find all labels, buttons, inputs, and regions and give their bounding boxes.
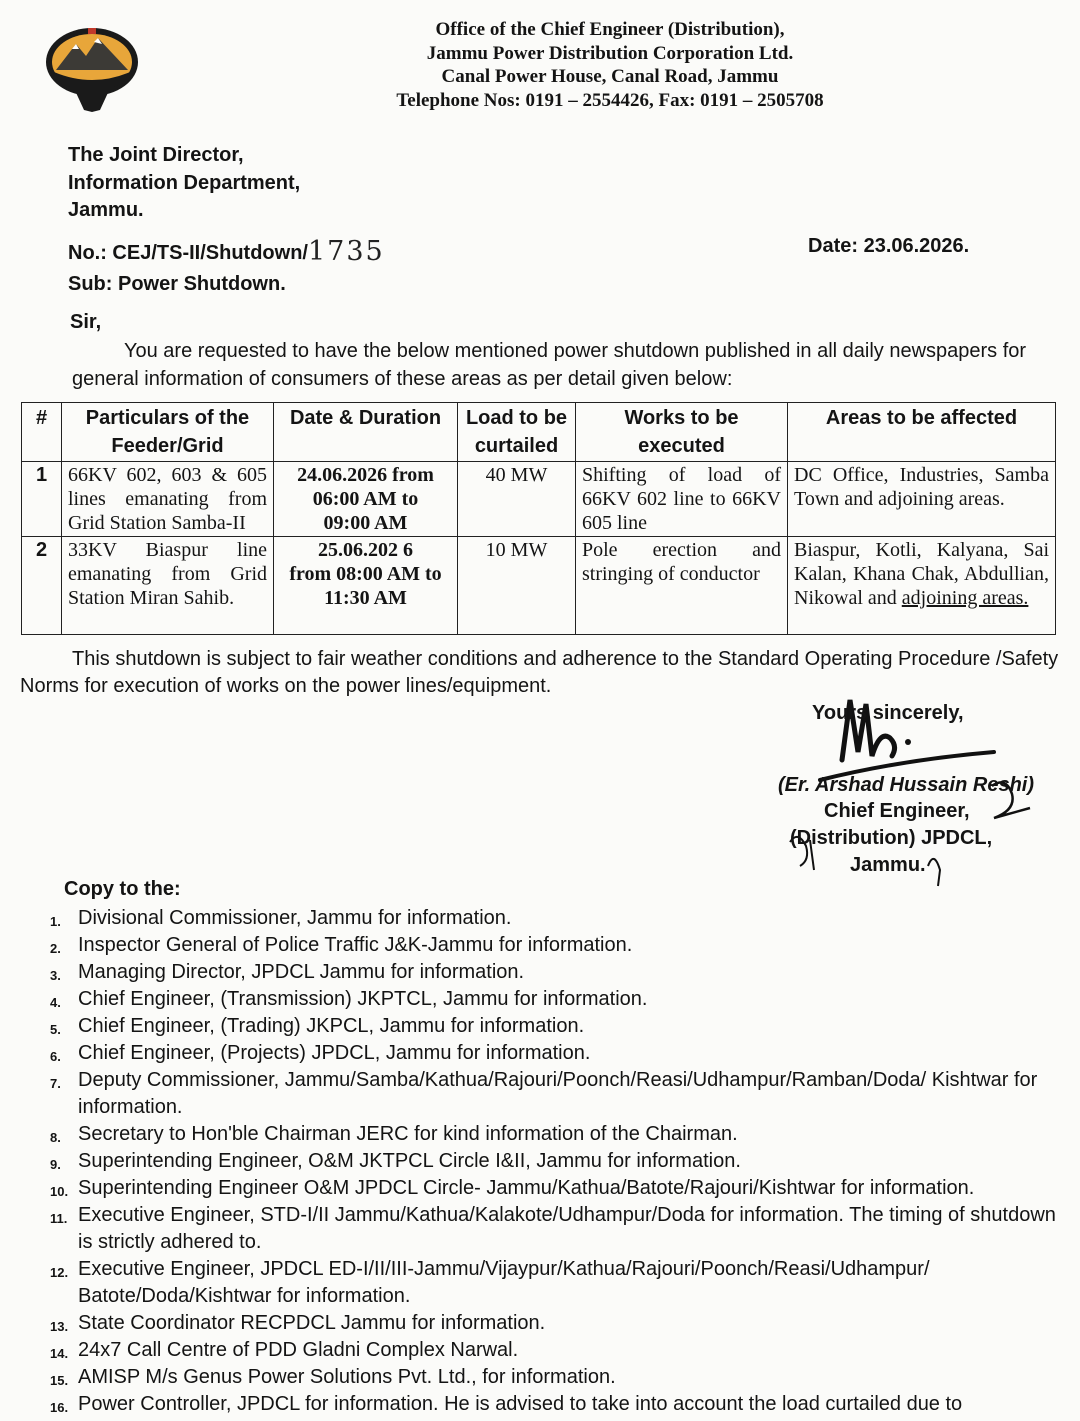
- row-areas: DC Office, Industries, Samba Town and adjoining areas.: [788, 462, 1056, 537]
- closing-paragraph-text: This shutdown is subject to fair weather conditions and adherence to the Standard Operating Procedure /Safety Norms for execution of works on the power lines/equipment.: [20, 648, 1059, 697]
- list-item-number: 10.: [50, 1184, 69, 1199]
- body-paragraph-text: You are requested to have the below mentioned power shutdown published in all daily newspapers for general information of consumers of these areas as per detail given below:: [72, 340, 1027, 390]
- list-item: [50, 1202, 1060, 1256]
- list-item: [50, 959, 1060, 986]
- areas-underlined-text: adjoining areas.: [901, 587, 1029, 609]
- closing-sincerely: Yours sincerely,: [812, 702, 964, 724]
- salutation: Sir,: [70, 311, 102, 333]
- list-item-number: 13.: [50, 1319, 69, 1334]
- list-item-text: 24x7 Call Centre of PDD Gladni Complex Narwal.: [78, 1339, 519, 1361]
- col-header-areas: Areas to be affected: [788, 403, 1056, 462]
- reference-prefix: No.: CEJ/TS-II/Shutdown/: [68, 242, 308, 264]
- row-load: 40 MW: [458, 462, 576, 537]
- list-item-number: 16.: [50, 1400, 69, 1415]
- header-line-4: Telephone Nos: 0191 – 2554426, Fax: 0191 – 2505708: [396, 89, 824, 111]
- list-item: [50, 1175, 1060, 1202]
- duration-line-1: 24.06.2026 from: [297, 464, 434, 486]
- list-item-number: 12.: [50, 1265, 69, 1280]
- col-header-works: Works to be executed: [576, 403, 788, 462]
- header-line-3: Canal Power House, Canal Road, Jammu: [441, 66, 779, 87]
- copy-to-list: [50, 905, 1060, 1418]
- addressee-line-3: Jammu.: [68, 199, 144, 221]
- duration-line-3: 11:30 AM: [324, 587, 407, 609]
- col-header-duration: Date & Duration: [274, 403, 458, 462]
- list-item: [50, 1391, 1060, 1418]
- list-item-text: Superintending Engineer O&M JPDCL Circle- Jammu/Kathua/Batote/Rajouri/Kishtwar for information.: [78, 1177, 975, 1199]
- jpdcl-logo-icon: [42, 22, 142, 114]
- row-load: 10 MW: [458, 537, 576, 635]
- list-item-number: 6.: [50, 1049, 61, 1064]
- signatory-dept: (Distribution) JPDCL,: [790, 827, 993, 849]
- header-line-2: Jammu Power Distribution Corporation Ltd.: [426, 42, 794, 64]
- list-item: [50, 986, 1060, 1013]
- list-item-number: 7.: [50, 1076, 61, 1091]
- list-item: [50, 1013, 1060, 1040]
- row-duration: [274, 462, 458, 537]
- list-item-number: 3.: [50, 968, 61, 983]
- list-item: [50, 1121, 1060, 1148]
- row-works: Shifting of load of 66KV 602 line to 66KV 605 line: [576, 462, 788, 537]
- addressee-block: [68, 142, 300, 225]
- col-header-num: #: [22, 403, 62, 462]
- copy-to-heading: Copy to the:: [64, 878, 181, 900]
- addressee-line-2: Information Department,: [68, 171, 301, 194]
- list-item-number: 14.: [50, 1346, 69, 1361]
- office-header: [330, 18, 890, 112]
- list-item-number: 11.: [50, 1211, 68, 1226]
- row-feeder: 66KV 602, 603 & 605 lines emanating from Grid Station Samba-II: [62, 462, 274, 537]
- reference-number: [68, 235, 385, 266]
- signatory-name: (Er. Arshad Hussain Reshi): [778, 774, 1034, 796]
- list-item: [50, 1148, 1060, 1175]
- table-header-row: [22, 403, 1056, 462]
- table-row: [22, 462, 1056, 537]
- list-item-text: Inspector General of Police Traffic J&K-Jammu for information.: [78, 934, 633, 956]
- list-item: [50, 1337, 1060, 1364]
- list-item-number: 4.: [50, 995, 61, 1010]
- row-feeder: 33KV Biaspur line emanating from Grid Station Miran Sahib.: [62, 537, 274, 635]
- row-num: 1: [22, 462, 62, 537]
- subject-line: Sub: Power Shutdown.: [68, 273, 286, 295]
- duration-line-1: 25.06.202 6: [318, 539, 413, 561]
- header-line-1: Office of the Chief Engineer (Distribution),: [435, 19, 785, 40]
- addressee-line-1: The Joint Director,: [68, 144, 244, 166]
- list-item-number: 2.: [50, 941, 61, 956]
- areas-text: Biaspur, Kotli, Kalyana, Sai Kalan, Khana Chak, Abdullian, Nikowal and: [794, 539, 1049, 609]
- duration-line-2: from 08:00 AM to: [289, 563, 442, 585]
- list-item: [50, 1310, 1060, 1337]
- signatory-title: Chief Engineer,: [824, 800, 970, 822]
- list-item-number: 8.: [50, 1130, 61, 1145]
- list-item-number: 1.: [50, 914, 61, 929]
- duration-line-3: 09:00 AM: [323, 512, 408, 534]
- signatory-place: Jammu.: [850, 854, 926, 876]
- body-paragraph: [72, 337, 1062, 393]
- list-item: [50, 1256, 1060, 1310]
- list-item-number: 15.: [50, 1373, 69, 1388]
- list-item: [50, 1067, 1060, 1121]
- list-item-text: Chief Engineer, (Transmission) JKPTCL, Jammu for information.: [78, 988, 648, 1010]
- list-item-text: Power Controller, JPDCL for information. He is advised to take into account the load curtailed due to: [78, 1393, 963, 1415]
- list-item-text: Secretary to Hon'ble Chairman JERC for kind information of the Chairman.: [78, 1123, 738, 1145]
- letter-date: Date: 23.06.2026.: [808, 235, 970, 257]
- list-item-text: Executive Engineer, JPDCL ED-I/II/III-Jammu/Vijaypur/Kathua/Rajouri/Poonch/Reasi/Udhampur/ Batote/Doda/Kishtwar for information.: [78, 1258, 930, 1307]
- shutdown-table: [21, 402, 1056, 635]
- list-item-text: Divisional Commissioner, Jammu for information.: [78, 907, 512, 929]
- list-item-text: State Coordinator RECPDCL Jammu for information.: [78, 1312, 546, 1334]
- list-item: [50, 1364, 1060, 1391]
- row-num: 2: [22, 537, 62, 635]
- list-item-number: 9.: [50, 1157, 61, 1172]
- list-item: [50, 905, 1060, 932]
- col-header-feeder: Particulars of the Feeder/Grid: [62, 403, 274, 462]
- list-item-text: Chief Engineer, (Trading) JKPCL, Jammu for information.: [78, 1015, 585, 1037]
- handwritten-number: 1735: [307, 236, 385, 267]
- duration-line-2: 06:00 AM to: [312, 488, 419, 510]
- list-item-text: Superintending Engineer, O&M JKTPCL Circle I&II, Jammu for information.: [78, 1150, 741, 1172]
- list-item: [50, 932, 1060, 959]
- list-item-number: 5.: [50, 1022, 61, 1037]
- row-areas: [788, 537, 1056, 635]
- row-works: Pole erection and stringing of conductor: [576, 537, 788, 635]
- row-duration: [274, 537, 458, 635]
- list-item-text: Managing Director, JPDCL Jammu for information.: [78, 961, 525, 983]
- list-item-text: Executive Engineer, STD-I/II Jammu/Kathua/Kalakote/Udhampur/Doda for information. The timing of shutdown is strictly adhered to.: [78, 1204, 1056, 1253]
- col-header-load: Load to be curtailed: [458, 403, 576, 462]
- table-row: [22, 537, 1056, 635]
- list-item-text: Chief Engineer, (Projects) JPDCL, Jammu for information.: [78, 1042, 591, 1064]
- list-item: [50, 1040, 1060, 1067]
- list-item-text: Deputy Commissioner, Jammu/Samba/Kathua/Rajouri/Poonch/Reasi/Udhampur/Ramban/Doda/ Kishtwar for information.: [78, 1069, 1038, 1118]
- list-item-text: AMISP M/s Genus Power Solutions Pvt. Ltd., for information.: [78, 1366, 616, 1388]
